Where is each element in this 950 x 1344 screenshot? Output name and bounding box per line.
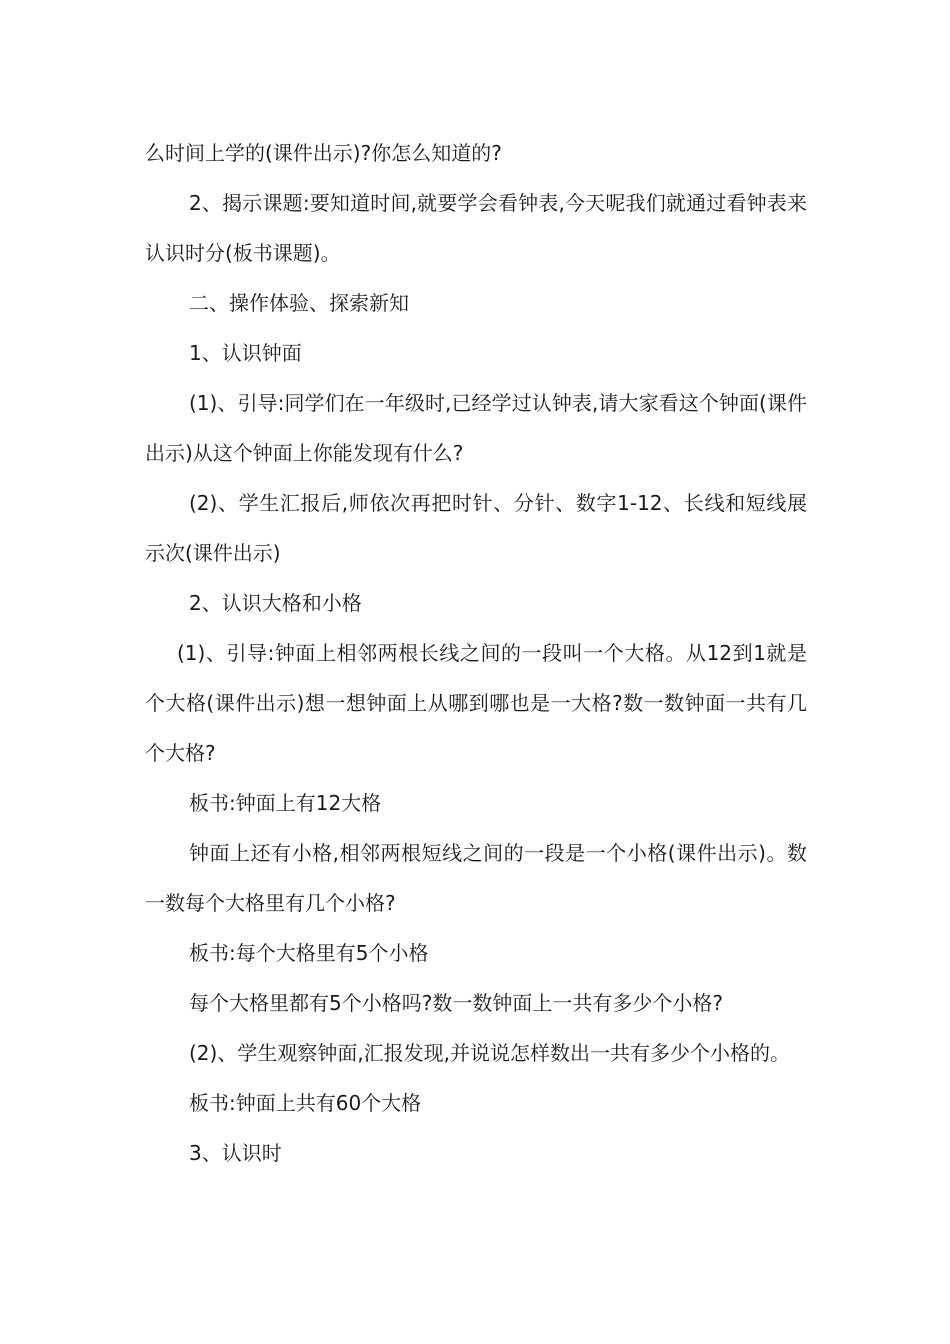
paragraph-13: (2)、学生观察钟面,汇报发现,并说说怎样数出一共有多少个小格的。 — [189, 1041, 791, 1065]
paragraph-8: (1)、引导:钟面上相邻两根长线之间的一段叫一个大格。从12到1就是个大格(课件出示)想一想钟面上从哪到哪也是一大格?数一数钟面一共有几个大格? — [145, 641, 807, 765]
paragraph-2: 2、揭示课题:要知道时间,就要学会看钟表,今天呢我们就通过看钟表来认识时分(板书课题)。 — [145, 191, 807, 265]
section-heading: 二、操作体验、探索新知 — [189, 291, 409, 315]
paragraph-5: (1)、引导:同学们在一年级时,已经学过认钟表,请大家看这个钟面(课件出示)从这个钟面上你能发现有什么? — [145, 391, 807, 465]
paragraph-6: (2)、学生汇报后,师依次再把时针、分针、数字1-12、长线和短线展示次(课件出示) — [145, 491, 807, 565]
board-note-5: 板书:每个大格里有5个小格 — [189, 941, 429, 965]
paragraph-10: 钟面上还有小格,相邻两根短线之间的一段是一个小格(课件出示)。数一数每个大格里有几个小格? — [145, 841, 807, 915]
subheading-hour: 3、认识时 — [189, 1141, 282, 1165]
subheading-clock-face: 1、认识钟面 — [189, 341, 302, 365]
subheading-big-small-grids: 2、认识大格和小格 — [189, 591, 362, 615]
board-note-60: 板书:钟面上共有60个大格 — [189, 1091, 422, 1115]
paragraph-12: 每个大格里都有5个小格吗?数一数钟面上一共有多少个小格? — [189, 991, 723, 1015]
paragraph-1: 么时间上学的(课件出示)?你怎么知道的? — [145, 141, 502, 165]
board-note-12: 板书:钟面上有12大格 — [189, 791, 382, 815]
document-body — [145, 128, 807, 1178]
